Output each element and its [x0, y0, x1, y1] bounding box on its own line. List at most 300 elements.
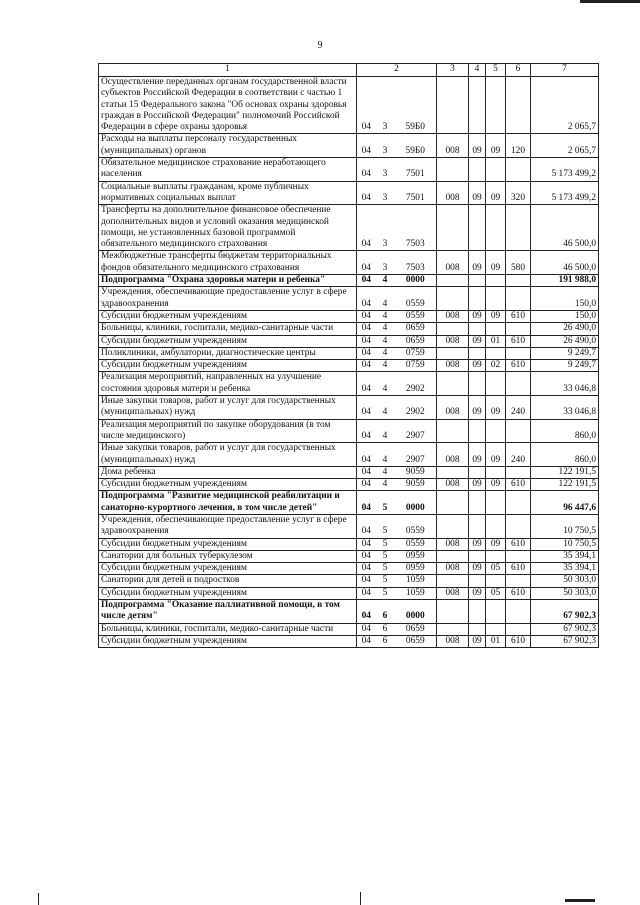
- code-expense-type: [506, 372, 531, 396]
- row-name: Субсидии бюджетным учреждениям: [99, 587, 357, 599]
- code-subsection: [486, 491, 506, 515]
- code-ministry: [437, 77, 469, 134]
- code-ministry: 008: [437, 587, 469, 599]
- code-program: 04: [357, 575, 376, 587]
- code-section: 09: [469, 181, 486, 205]
- code-subsection: [486, 419, 506, 443]
- code-ministry: [437, 323, 469, 335]
- code-direction: 7501: [395, 158, 437, 182]
- table-row: [99, 251, 599, 275]
- table-row: [99, 396, 599, 420]
- code-subsection: [486, 347, 506, 359]
- code-section: 09: [469, 134, 486, 158]
- code-expense-type: [506, 323, 531, 335]
- amount: 122 191,5: [531, 466, 599, 478]
- code-ministry: 008: [437, 396, 469, 420]
- code-subprogram: 4: [376, 466, 395, 478]
- code-program: 04: [357, 443, 376, 467]
- code-ministry: [437, 550, 469, 562]
- code-subprogram: 5: [376, 538, 395, 550]
- code-direction: 9059: [395, 466, 437, 478]
- code-section: [469, 550, 486, 562]
- code-program: 04: [357, 550, 376, 562]
- code-section: [469, 275, 486, 287]
- code-subprogram: 3: [376, 134, 395, 158]
- code-direction: 0659: [395, 335, 437, 347]
- amount: 191 988,0: [531, 275, 599, 287]
- code-section: 09: [469, 563, 486, 575]
- code-section: 09: [469, 443, 486, 467]
- code-direction: 59Б0: [395, 134, 437, 158]
- code-expense-type: 610: [506, 360, 531, 372]
- scan-mark-bottom-mid: [360, 892, 361, 905]
- code-program: 04: [357, 181, 376, 205]
- code-section: 09: [469, 635, 486, 647]
- code-section: [469, 419, 486, 443]
- code-subprogram: 3: [376, 251, 395, 275]
- amount: 150,0: [531, 287, 599, 311]
- row-name: Подпрограмма "Охрана здоровья матери и ребенка": [99, 275, 357, 287]
- code-direction: 7501: [395, 181, 437, 205]
- code-section: 09: [469, 479, 486, 491]
- code-subsection: 02: [486, 360, 506, 372]
- code-expense-type: [506, 514, 531, 538]
- table-row: [99, 158, 599, 182]
- code-section: [469, 347, 486, 359]
- code-expense-type: 610: [506, 310, 531, 322]
- row-name: Субсидии бюджетным учреждениям: [99, 538, 357, 550]
- code-subsection: [486, 275, 506, 287]
- code-program: 04: [357, 360, 376, 372]
- code-subsection: 05: [486, 587, 506, 599]
- row-name: Субсидии бюджетным учреждениям: [99, 360, 357, 372]
- code-direction: 2907: [395, 419, 437, 443]
- header-col-1: 1: [99, 64, 357, 77]
- code-program: 04: [357, 600, 376, 624]
- code-program: 04: [357, 372, 376, 396]
- code-program: 04: [357, 396, 376, 420]
- amount: 46 500,0: [531, 205, 599, 251]
- code-section: [469, 77, 486, 134]
- code-ministry: [437, 347, 469, 359]
- header-col-4: 4: [469, 64, 486, 77]
- code-expense-type: [506, 158, 531, 182]
- code-program: 04: [357, 158, 376, 182]
- code-expense-type: 610: [506, 479, 531, 491]
- code-ministry: 008: [437, 181, 469, 205]
- code-section: 09: [469, 251, 486, 275]
- code-expense-type: 610: [506, 587, 531, 599]
- amount: 35 394,1: [531, 550, 599, 562]
- code-direction: 0000: [395, 491, 437, 515]
- code-ministry: [437, 287, 469, 311]
- code-subprogram: 6: [376, 600, 395, 624]
- code-expense-type: [506, 491, 531, 515]
- code-subsection: 09: [486, 396, 506, 420]
- code-subsection: 09: [486, 181, 506, 205]
- code-expense-type: [506, 287, 531, 311]
- code-expense-type: 610: [506, 538, 531, 550]
- amount: 860,0: [531, 443, 599, 467]
- code-ministry: 008: [437, 310, 469, 322]
- header-col-6: 6: [506, 64, 531, 77]
- code-program: 04: [357, 514, 376, 538]
- table-row: [99, 419, 599, 443]
- code-expense-type: [506, 419, 531, 443]
- code-program: 04: [357, 419, 376, 443]
- table-row: [99, 310, 599, 322]
- table-body: [99, 77, 599, 648]
- code-subprogram: 5: [376, 514, 395, 538]
- table-header-row: [99, 64, 599, 77]
- scan-mark-bottom-right: [565, 899, 595, 902]
- header-col-3: 3: [437, 64, 469, 77]
- amount: 150,0: [531, 310, 599, 322]
- code-ministry: [437, 205, 469, 251]
- code-ministry: 008: [437, 479, 469, 491]
- table-row: [99, 514, 599, 538]
- code-direction: 0659: [395, 323, 437, 335]
- code-expense-type: [506, 77, 531, 134]
- code-section: [469, 623, 486, 635]
- header-col-7: 7: [531, 64, 599, 77]
- code-ministry: [437, 514, 469, 538]
- code-section: [469, 491, 486, 515]
- table-row: [99, 181, 599, 205]
- code-ministry: [437, 623, 469, 635]
- code-direction: 1059: [395, 575, 437, 587]
- code-direction: 0559: [395, 538, 437, 550]
- table-row: [99, 323, 599, 335]
- row-name: Осуществление переданных органам государственной власти субъектов Российской Федерации в соответствии с частью 1 статьи 15 Федерального закона "Об основах охраны здоровья граждан в Российской Федерации" полномочий Российской Федерации в сфере охраны здоровья: [99, 77, 357, 134]
- code-expense-type: [506, 205, 531, 251]
- code-section: [469, 600, 486, 624]
- code-section: [469, 466, 486, 478]
- code-expense-type: 610: [506, 563, 531, 575]
- row-name: Больницы, клиники, госпитали, медико-санитарные части: [99, 623, 357, 635]
- code-subprogram: 4: [376, 419, 395, 443]
- row-name: Субсидии бюджетным учреждениям: [99, 563, 357, 575]
- code-program: 04: [357, 77, 376, 134]
- code-ministry: [437, 372, 469, 396]
- code-ministry: 008: [437, 538, 469, 550]
- table-row: [99, 575, 599, 587]
- code-direction: 0959: [395, 550, 437, 562]
- table-row: [99, 466, 599, 478]
- amount: 9 249,7: [531, 347, 599, 359]
- code-program: 04: [357, 466, 376, 478]
- code-ministry: [437, 600, 469, 624]
- code-subprogram: 4: [376, 275, 395, 287]
- code-subprogram: 5: [376, 563, 395, 575]
- code-ministry: [437, 491, 469, 515]
- code-expense-type: 240: [506, 443, 531, 467]
- amount: 35 394,1: [531, 563, 599, 575]
- code-expense-type: [506, 466, 531, 478]
- scan-mark-bottom-left: [38, 893, 39, 905]
- table-row: [99, 635, 599, 647]
- row-name: Иные закупки товаров, работ и услуг для государственных (муниципальных) нужд: [99, 396, 357, 420]
- amount: 9 249,7: [531, 360, 599, 372]
- header-col-2: 2: [357, 64, 437, 77]
- amount: 2 065,7: [531, 134, 599, 158]
- code-subsection: [486, 575, 506, 587]
- code-subprogram: 4: [376, 347, 395, 359]
- code-direction: 9059: [395, 479, 437, 491]
- row-name: Подпрограмма "Оказание паллиативной помощи, в том числе детям": [99, 600, 357, 624]
- code-ministry: 008: [437, 563, 469, 575]
- code-ministry: 008: [437, 134, 469, 158]
- amount: 33 046,8: [531, 372, 599, 396]
- code-subsection: [486, 466, 506, 478]
- code-program: 04: [357, 623, 376, 635]
- code-section: [469, 287, 486, 311]
- code-expense-type: 580: [506, 251, 531, 275]
- code-subsection: [486, 77, 506, 134]
- row-name: Трансферты на дополнительное финансовое обеспечение дополнительных видов и условий оказания медицинской помощи, не установленных базовой программой обязательного медицинского страхования: [99, 205, 357, 251]
- code-subsection: 09: [486, 134, 506, 158]
- code-expense-type: [506, 623, 531, 635]
- code-subprogram: 5: [376, 550, 395, 562]
- code-direction: 0000: [395, 600, 437, 624]
- code-direction: 0000: [395, 275, 437, 287]
- table-row: [99, 134, 599, 158]
- code-expense-type: [506, 347, 531, 359]
- code-ministry: 008: [437, 635, 469, 647]
- code-program: 04: [357, 479, 376, 491]
- code-section: [469, 575, 486, 587]
- amount: 50 303,0: [531, 587, 599, 599]
- table-row: [99, 360, 599, 372]
- budget-table: [98, 63, 599, 648]
- code-direction: 0559: [395, 287, 437, 311]
- code-direction: 0759: [395, 347, 437, 359]
- code-subsection: 09: [486, 310, 506, 322]
- row-name: Поликлиники, амбулатории, диагностические центры: [99, 347, 357, 359]
- code-expense-type: 240: [506, 396, 531, 420]
- table-row-subprogram: [99, 275, 599, 287]
- amount: 5 173 499,2: [531, 158, 599, 182]
- code-subsection: 05: [486, 563, 506, 575]
- code-section: 09: [469, 335, 486, 347]
- code-ministry: 008: [437, 335, 469, 347]
- table-row: [99, 479, 599, 491]
- code-program: 04: [357, 587, 376, 599]
- code-subsection: [486, 205, 506, 251]
- code-subprogram: 4: [376, 310, 395, 322]
- code-direction: 0659: [395, 623, 437, 635]
- code-subprogram: 4: [376, 360, 395, 372]
- amount: 10 750,5: [531, 538, 599, 550]
- code-section: 09: [469, 538, 486, 550]
- code-program: 04: [357, 538, 376, 550]
- code-subprogram: 5: [376, 587, 395, 599]
- table-row: [99, 538, 599, 550]
- amount: 26 490,0: [531, 323, 599, 335]
- code-program: 04: [357, 335, 376, 347]
- row-name: Дома ребенка: [99, 466, 357, 478]
- row-name: Учреждения, обеспечивающие предоставление услуг в сфере здравоохранения: [99, 287, 357, 311]
- row-name: Субсидии бюджетным учреждениям: [99, 635, 357, 647]
- code-subsection: [486, 550, 506, 562]
- code-subsection: [486, 372, 506, 396]
- table-row: [99, 372, 599, 396]
- code-expense-type: 610: [506, 335, 531, 347]
- code-section: 09: [469, 396, 486, 420]
- code-ministry: [437, 158, 469, 182]
- table-row: [99, 563, 599, 575]
- code-subsection: 09: [486, 479, 506, 491]
- code-ministry: [437, 466, 469, 478]
- code-program: 04: [357, 563, 376, 575]
- code-ministry: 008: [437, 251, 469, 275]
- amount: 860,0: [531, 419, 599, 443]
- code-direction: 0559: [395, 310, 437, 322]
- code-subsection: 01: [486, 635, 506, 647]
- code-subprogram: 4: [376, 479, 395, 491]
- code-subprogram: 3: [376, 205, 395, 251]
- table-row: [99, 623, 599, 635]
- table-row: [99, 347, 599, 359]
- code-direction: 7503: [395, 205, 437, 251]
- table-row: [99, 443, 599, 467]
- code-program: 04: [357, 635, 376, 647]
- code-program: 04: [357, 205, 376, 251]
- amount: 33 046,8: [531, 396, 599, 420]
- amount: 96 447,6: [531, 491, 599, 515]
- code-subprogram: 5: [376, 575, 395, 587]
- code-subprogram: 5: [376, 491, 395, 515]
- code-expense-type: 320: [506, 181, 531, 205]
- code-subprogram: 4: [376, 335, 395, 347]
- code-direction: 0559: [395, 514, 437, 538]
- code-subprogram: 3: [376, 181, 395, 205]
- code-program: 04: [357, 134, 376, 158]
- code-program: 04: [357, 287, 376, 311]
- code-expense-type: 120: [506, 134, 531, 158]
- row-name: Больницы, клиники, госпитали, медико-санитарные части: [99, 323, 357, 335]
- code-subsection: [486, 323, 506, 335]
- code-direction: 1059: [395, 587, 437, 599]
- code-section: 09: [469, 360, 486, 372]
- row-name: Субсидии бюджетным учреждениям: [99, 479, 357, 491]
- code-ministry: 008: [437, 443, 469, 467]
- row-name: Санатории для больных туберкулезом: [99, 550, 357, 562]
- row-name: Субсидии бюджетным учреждениям: [99, 310, 357, 322]
- code-subprogram: 4: [376, 372, 395, 396]
- amount: 10 750,5: [531, 514, 599, 538]
- amount: 50 303,0: [531, 575, 599, 587]
- amount: 67 902,3: [531, 635, 599, 647]
- table-row: [99, 587, 599, 599]
- code-direction: 2902: [395, 396, 437, 420]
- amount: 122 191,5: [531, 479, 599, 491]
- row-name: Межбюджетные трансферты бюджетам территориальных фондов обязательного медицинского страхования: [99, 251, 357, 275]
- row-name: Учреждения, обеспечивающие предоставление услуг в сфере здравоохранения: [99, 514, 357, 538]
- code-program: 04: [357, 491, 376, 515]
- scan-mark-top-right: [580, 0, 640, 3]
- row-name: Подпрограмма "Развитие медицинской реабилитации и санаторно-курортного лечения, в том числе детей": [99, 491, 357, 515]
- code-expense-type: [506, 575, 531, 587]
- code-subprogram: 4: [376, 287, 395, 311]
- code-program: 04: [357, 310, 376, 322]
- code-subsection: 01: [486, 335, 506, 347]
- code-subprogram: 6: [376, 623, 395, 635]
- code-program: 04: [357, 275, 376, 287]
- code-expense-type: 610: [506, 635, 531, 647]
- header-col-5: 5: [486, 64, 506, 77]
- code-subprogram: 4: [376, 443, 395, 467]
- code-subsection: [486, 287, 506, 311]
- code-subsection: [486, 158, 506, 182]
- row-name: Обязательное медицинское страхование неработающего населения: [99, 158, 357, 182]
- code-expense-type: [506, 550, 531, 562]
- code-subsection: 09: [486, 443, 506, 467]
- code-ministry: [437, 275, 469, 287]
- amount: 26 490,0: [531, 335, 599, 347]
- code-section: [469, 205, 486, 251]
- code-direction: 2902: [395, 372, 437, 396]
- code-subsection: 09: [486, 538, 506, 550]
- code-ministry: [437, 419, 469, 443]
- code-subprogram: 6: [376, 635, 395, 647]
- row-name: Реализация мероприятий по закупке оборудования (в том числе медицинского): [99, 419, 357, 443]
- code-section: 09: [469, 310, 486, 322]
- code-section: [469, 158, 486, 182]
- page-number: 9: [317, 40, 323, 51]
- code-direction: 0959: [395, 563, 437, 575]
- row-name: Реализация мероприятий, направленных на улучшение состояния здоровья матери и ребенка: [99, 372, 357, 396]
- code-program: 04: [357, 323, 376, 335]
- code-direction: 0659: [395, 635, 437, 647]
- code-program: 04: [357, 251, 376, 275]
- code-program: 04: [357, 347, 376, 359]
- row-name: Санатории для детей и подростков: [99, 575, 357, 587]
- code-direction: 7503: [395, 251, 437, 275]
- amount: 67 902,3: [531, 600, 599, 624]
- code-subsection: [486, 514, 506, 538]
- code-section: [469, 323, 486, 335]
- amount: 67 902,3: [531, 623, 599, 635]
- table-row: [99, 287, 599, 311]
- amount: 2 065,7: [531, 77, 599, 134]
- code-subprogram: 4: [376, 396, 395, 420]
- amount: 46 500,0: [531, 251, 599, 275]
- code-direction: 0759: [395, 360, 437, 372]
- row-name: Социальные выплаты гражданам, кроме публичных нормативных социальных выплат: [99, 181, 357, 205]
- table-row: [99, 205, 599, 251]
- table-row: [99, 550, 599, 562]
- row-name: Субсидии бюджетным учреждениям: [99, 335, 357, 347]
- table-row: [99, 77, 599, 134]
- code-ministry: [437, 575, 469, 587]
- row-name: Расходы на выплаты персоналу государственных (муниципальных) органов: [99, 134, 357, 158]
- code-subprogram: 3: [376, 158, 395, 182]
- table-row-subprogram: [99, 600, 599, 624]
- code-section: 09: [469, 587, 486, 599]
- table-row: [99, 335, 599, 347]
- amount: 5 173 499,2: [531, 181, 599, 205]
- code-expense-type: [506, 275, 531, 287]
- table-row-subprogram: [99, 491, 599, 515]
- code-direction: 59Б0: [395, 77, 437, 134]
- code-direction: 2907: [395, 443, 437, 467]
- code-subsection: [486, 600, 506, 624]
- code-section: [469, 372, 486, 396]
- code-subprogram: 3: [376, 77, 395, 134]
- row-name: Иные закупки товаров, работ и услуг для государственных (муниципальных) нужд: [99, 443, 357, 467]
- code-ministry: 008: [437, 360, 469, 372]
